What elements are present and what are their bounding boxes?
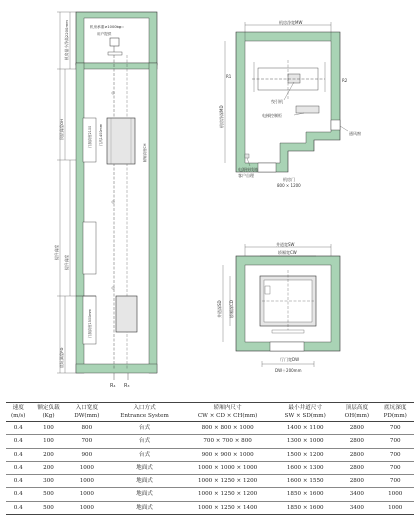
r2-label: R2: [342, 78, 348, 83]
travel-height-label: 提升高度: [54, 244, 59, 260]
landing-door-height-label: 门洞高度1500mm: [88, 309, 92, 338]
traction-machine-plan: [288, 74, 300, 83]
room-door-size-label: 800 × 1200: [277, 183, 301, 188]
car-depth-label: 轿厢深CD: [229, 300, 234, 318]
vent-label: 通风窗: [349, 131, 361, 136]
table-cell: 1000: [67, 488, 107, 501]
table-cell: 1400 × 1100: [273, 422, 337, 435]
table-cell: 1000: [67, 461, 107, 474]
table-row: [6, 435, 414, 448]
table-cell: 1850 × 1600: [273, 488, 337, 501]
landing-door-opening: [270, 342, 304, 351]
door-height-label: 门洞高度2100: [88, 125, 92, 148]
shaft-depth-label: 井道深SD: [217, 300, 222, 318]
table-row: [6, 422, 414, 435]
machine-room-height-label: 机房最小净高2200mm: [64, 20, 69, 60]
table-cell: 0.4: [6, 501, 30, 514]
table-header: 轿厢内尺寸 CW × CD × CH(mm): [197, 405, 258, 419]
table-header-row: [6, 403, 414, 422]
table-cell: 地面式: [107, 475, 182, 488]
control-cabinet: [296, 106, 319, 113]
traction-machine-label: 曳引机: [271, 99, 283, 104]
shaft-width-label: 井道宽SW: [276, 242, 295, 247]
table-cell: 900: [67, 448, 107, 461]
table-cell: 地面式: [107, 501, 182, 514]
table-header: 入口宽度 DW(mm): [74, 405, 100, 419]
user-provided-label: 用户提供: [97, 32, 112, 36]
table-cell: 0.4: [6, 422, 30, 435]
table-cell: 台式: [107, 422, 182, 435]
table-header: 速度 (m/s): [10, 405, 26, 419]
counterweight: [116, 296, 137, 332]
table-cell: 200: [30, 448, 66, 461]
table-cell: 800: [67, 422, 107, 435]
table-cell: 1000 × 1250 × 1400: [182, 501, 273, 514]
table-header: 最小井道尺寸 SW × SD(mm): [284, 405, 326, 419]
machine-room-width-label: 机房净宽MW: [279, 20, 303, 25]
pit-floor: [76, 364, 157, 373]
table-cell: 3400: [337, 488, 376, 501]
table-cell: 300: [30, 475, 66, 488]
door-net-height-label: 门高1400mm: [99, 123, 103, 146]
table-row: [6, 475, 414, 488]
table-cell: 700: [376, 461, 414, 474]
table-body: [6, 422, 414, 515]
power-switch-box: [245, 154, 249, 158]
table-cell: 1000 × 1250 × 1200: [182, 488, 273, 501]
table-row: [6, 448, 414, 461]
table-cell: 500: [30, 488, 66, 501]
table-row: [6, 501, 414, 514]
table-cell: 0.4: [6, 448, 30, 461]
table-cell: 700: [376, 435, 414, 448]
floor-load-label: 机房承重≥1000kg: [90, 25, 121, 29]
table-cell: 台式: [107, 448, 182, 461]
table-cell: 500: [30, 501, 66, 514]
table-cell: 2800: [337, 448, 376, 461]
table-cell: 0.4: [6, 475, 30, 488]
table-cell: 1000: [67, 475, 107, 488]
lift-height-label: 提升高度: [64, 254, 69, 270]
table-cell: 0.4: [6, 435, 30, 448]
reaction-rb-label: R₃: [124, 383, 130, 389]
table-cell: 0.4: [6, 461, 30, 474]
cab-height-label: 轿厢高度CH: [143, 143, 147, 162]
door-width-formula-label: DW＋200mm: [275, 368, 302, 373]
table-cell: 1000 × 1250 × 1200: [182, 475, 273, 488]
r1-label: R1: [226, 74, 232, 79]
table-cell: 地面式: [107, 488, 182, 501]
machine-room-depth-label: 机房净深MD: [219, 105, 224, 128]
table-header: 额定负载 (Kg): [37, 405, 60, 419]
machine-room-door: [258, 163, 276, 172]
customer-supply-label: 客户自理: [238, 173, 254, 178]
table-cell: 1000: [376, 501, 414, 514]
table-cell: 地面式: [107, 461, 182, 474]
table-cell: 200: [30, 461, 66, 474]
table-cell: 100: [30, 435, 66, 448]
table-cell: 1600 × 1550: [273, 475, 337, 488]
spec-table: [6, 402, 414, 515]
table-cell: 0.4: [6, 488, 30, 501]
table-cell: 2800: [337, 435, 376, 448]
door-width-label: 厅门宽DW: [280, 357, 300, 362]
hoistway-plan: [216, 241, 340, 373]
table-cell: 1000 × 1000 × 1000: [182, 461, 273, 474]
power-switch-label: 电源接线箱: [238, 167, 258, 172]
shaft-right-wall: [149, 63, 157, 373]
reaction-ra-label: R₄: [110, 383, 116, 389]
table-cell: 700: [376, 448, 414, 461]
table-cell: 100: [30, 422, 66, 435]
table-cell: 1000: [376, 488, 414, 501]
table-row: [6, 461, 414, 474]
table-cell: 1300 × 1000: [273, 435, 337, 448]
machine-room-plan: [218, 19, 361, 188]
table-header: 入口方式 Entrance System: [120, 405, 169, 419]
table-cell: 800 × 800 × 1000: [182, 422, 273, 435]
table-cell: 2800: [337, 461, 376, 474]
table-header: 顶层高度 OH(mm): [344, 405, 370, 419]
control-cabinet-label: 电梯控制柜: [262, 113, 282, 118]
table-cell: 1000: [67, 501, 107, 514]
table-cell: 700 × 700 × 800: [182, 435, 273, 448]
table-cell: 2800: [337, 422, 376, 435]
table-cell: 3400: [337, 501, 376, 514]
table-cell: 900 × 900 × 1000: [182, 448, 273, 461]
table-cell: 1850 × 1600: [273, 501, 337, 514]
traction-machine-elevation: [110, 38, 119, 46]
elevator-car: [107, 118, 135, 164]
table-cell: 700: [376, 422, 414, 435]
pit-depth-label: 底坑深度PD: [59, 347, 64, 368]
table-cell: 700: [67, 435, 107, 448]
shaft-section: [54, 12, 157, 389]
table-row: [6, 488, 414, 501]
table-cell: 2800: [337, 475, 376, 488]
overhead-height-label: 顶层高度OH: [59, 118, 64, 140]
table-cell: 1600 × 1300: [273, 461, 337, 474]
car-width-label: 轿厢宽CW: [278, 250, 297, 255]
table-cell: 1500 × 1200: [273, 448, 337, 461]
table-header: 底坑深度 PD(mm): [383, 405, 407, 419]
table-cell: 700: [376, 475, 414, 488]
room-door-label: 机房门: [283, 177, 295, 182]
table-cell: 台式: [107, 435, 182, 448]
